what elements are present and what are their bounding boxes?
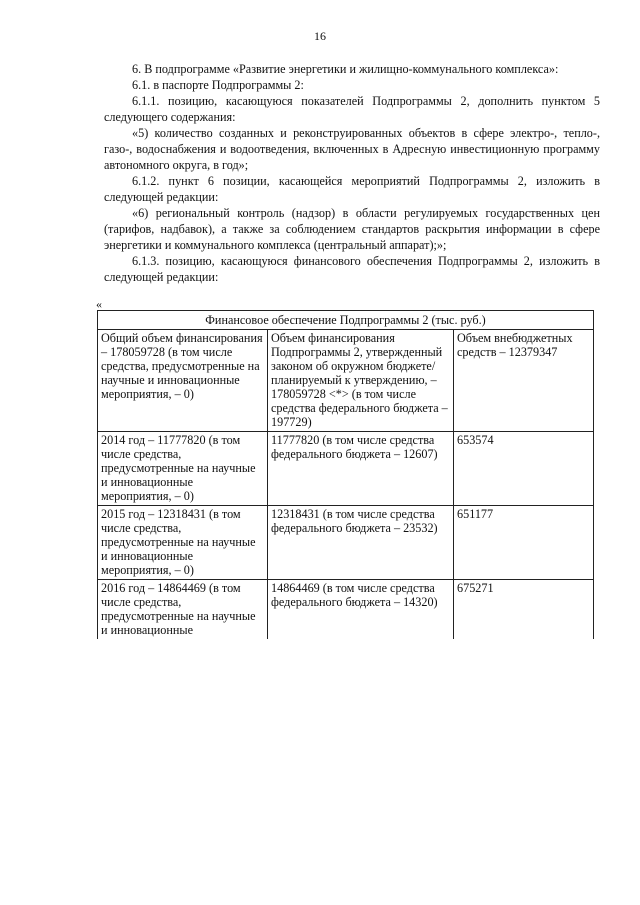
paragraph-item-6: «6) региональный контроль (надзор) в области регулируемых государственных цен (тарифов, надбавок), а также за соблюдением стандартов раскрытия информации в сфере энергетики и коммунального комплекса (центральный аппарат);»; bbox=[104, 206, 600, 252]
opening-quote: « bbox=[96, 297, 102, 311]
amendment-text bbox=[104, 61, 600, 285]
table-caption: Финансовое обеспечение Подпрограммы 2 (тыс. руб.) bbox=[98, 311, 594, 330]
paragraph-6-1-1: 6.1.1. позицию, касающуюся показателей Подпрограммы 2, дополнить пунктом 5 следующего содержания: bbox=[104, 94, 600, 124]
row-2014-total: 2014 год – 11777820 (в том числе средства, предусмотренные на научные и инновационные мероприятия, – 0) bbox=[98, 432, 268, 506]
row-2014-budget: 11777820 (в том числе средства федерального бюджета – 12607) bbox=[268, 432, 454, 506]
paragraph-6-1-3: 6.1.3. позицию, касающуюся финансового обеспечения Подпрограммы 2, изложить в следующей редакции: bbox=[104, 254, 600, 284]
table-caption-row bbox=[98, 311, 594, 330]
header-extrabudgetary: Объем внебюджетных средств – 12379347 bbox=[454, 330, 594, 432]
header-budget-financing: Объем финансирования Подпрограммы 2, утвержденный законом об окружном бюджете/планируемый к утверждению, – 178059728 <*> (в том числе средства федерального бюджета – 197729) bbox=[268, 330, 454, 432]
row-2016-total: 2016 год – 14864469 (в том числе средства, предусмотренные на научные и инновационные bbox=[98, 580, 268, 640]
row-2016-budget: 14864469 (в том числе средства федерального бюджета – 14320) bbox=[268, 580, 454, 640]
table-header-row bbox=[98, 330, 594, 432]
header-total-financing: Общий объем финансирования – 178059728 (в том числе средства, предусмотренные на научные и инновационные мероприятия, – 0) bbox=[98, 330, 268, 432]
table-row bbox=[98, 432, 594, 506]
paragraph-6: 6. В подпрограмме «Развитие энергетики и жилищно-коммунального комплекса»: bbox=[132, 62, 559, 76]
paragraph-item-5: «5) количество созданных и реконструированных объектов в сфере электро-, тепло-, газо-, водоснабжения и водоотведения, включенных в Адресную инвестиционную программу автономного округа, в год»; bbox=[104, 126, 600, 172]
paragraph-6-1-2: 6.1.2. пункт 6 позиции, касающейся мероприятий Подпрограммы 2, изложить в следующей редакции: bbox=[104, 174, 600, 204]
row-2015-extra: 651177 bbox=[454, 506, 594, 580]
finance-table bbox=[97, 310, 594, 639]
row-2016-extra: 675271 bbox=[454, 580, 594, 640]
page-number: 16 bbox=[314, 29, 326, 43]
paragraph-6-1: 6.1. в паспорте Подпрограммы 2: bbox=[132, 78, 304, 92]
table-row bbox=[98, 506, 594, 580]
row-2014-extra: 653574 bbox=[454, 432, 594, 506]
table-row bbox=[98, 580, 594, 640]
row-2015-total: 2015 год – 12318431 (в том числе средства, предусмотренные на научные и инновационные мероприятия, – 0) bbox=[98, 506, 268, 580]
row-2015-budget: 12318431 (в том числе средства федерального бюджета – 23532) bbox=[268, 506, 454, 580]
